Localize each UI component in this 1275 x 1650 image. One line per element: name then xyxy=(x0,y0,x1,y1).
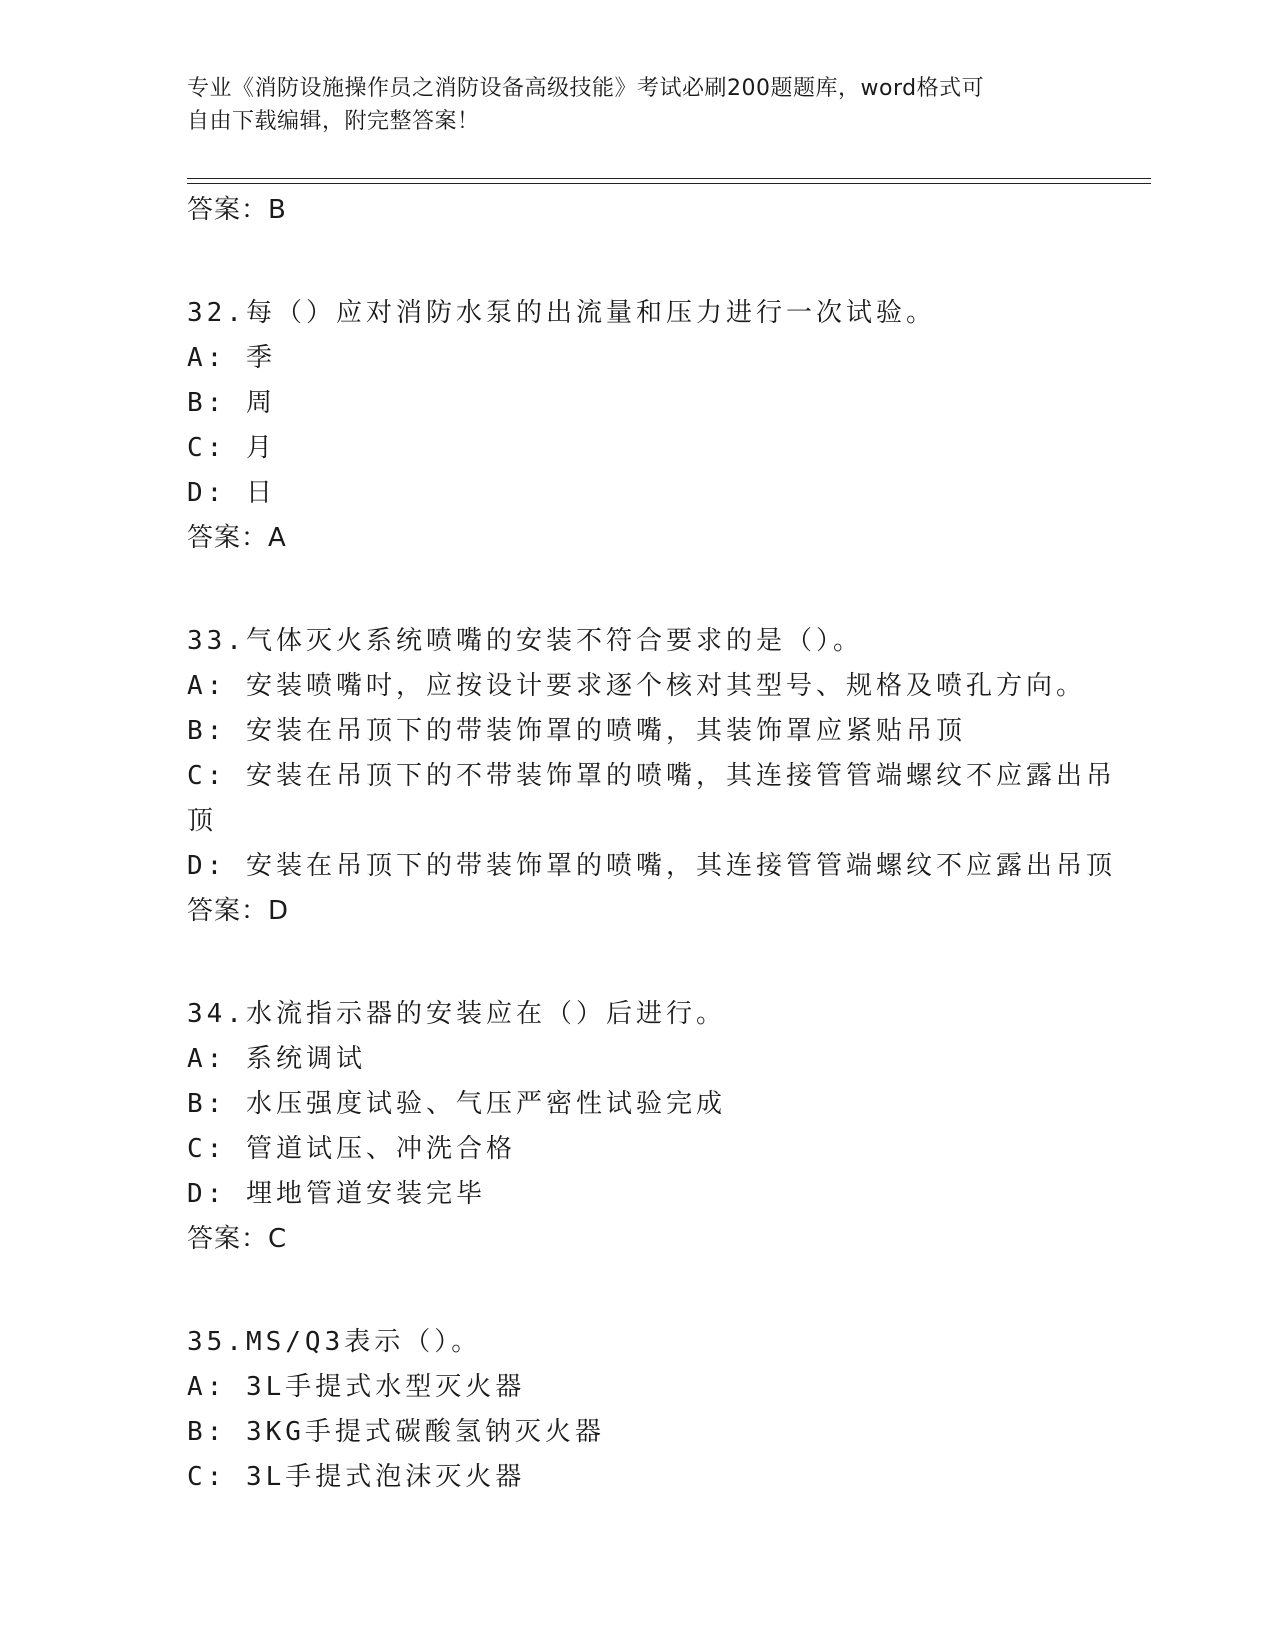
option-line xyxy=(187,381,1087,426)
answer-line xyxy=(187,1217,1087,1262)
header-line-1: 专业《消防设施操作员之消防设备高级技能》考试必刷200题题库，word格式可 xyxy=(187,76,985,101)
option-line xyxy=(187,426,1087,471)
option-letter: D: xyxy=(187,851,227,881)
option-letter: B: xyxy=(187,1417,227,1447)
answer-value: C xyxy=(268,1224,287,1254)
option-text: 安装在吊顶下的不带装饰罩的喷嘴，其连接管管端螺纹不应露出吊 xyxy=(245,761,1116,791)
document-header xyxy=(187,72,1067,138)
question-block xyxy=(187,291,1087,561)
question-number: 34. xyxy=(187,999,246,1029)
option-text: 管道试压、冲洗合格 xyxy=(245,1134,516,1164)
header-divider-bottom xyxy=(187,183,1151,184)
option-text: 埋地管道安装完毕 xyxy=(245,1179,486,1209)
option-text: 安装在吊顶下的带装饰罩的喷嘴，其连接管管端螺纹不应露出吊顶 xyxy=(245,851,1116,881)
answer-label: 答案： xyxy=(187,523,269,553)
option-letter: B: xyxy=(187,388,227,418)
option-line xyxy=(187,754,1116,799)
question-block xyxy=(187,619,1116,934)
questions-container xyxy=(187,291,1116,1500)
option-text: 季 xyxy=(245,343,276,373)
option-letter: A: xyxy=(187,1044,227,1074)
option-text: 安装在吊顶下的带装饰罩的喷嘴，其装饰罩应紧贴吊顶 xyxy=(245,716,966,746)
answer-value: D xyxy=(268,896,289,926)
question-number: 33. xyxy=(187,626,246,656)
option-text: 水压强度试验、气压严密性试验完成 xyxy=(245,1089,726,1119)
option-text: 系统调试 xyxy=(245,1044,366,1074)
answer-line xyxy=(187,889,1087,934)
option-line xyxy=(187,1455,1087,1500)
question-number: 32. xyxy=(187,298,246,328)
option-line xyxy=(187,336,1087,381)
question-text: 气体灭火系统喷嘴的安装不符合要求的是（）。 xyxy=(245,626,863,656)
question-stem xyxy=(187,1320,1087,1365)
option-text: 3KG手提式碳酸氢钠灭火器 xyxy=(245,1417,605,1447)
option-line xyxy=(187,1410,1087,1455)
answer-value: A xyxy=(268,523,286,553)
option-text: 3L手提式泡沫灭火器 xyxy=(245,1462,526,1492)
answer-label: 答案： xyxy=(187,1224,269,1254)
option-line xyxy=(187,1127,1087,1172)
option-line xyxy=(187,1365,1087,1410)
option-letter: A: xyxy=(187,671,227,701)
option-line xyxy=(187,1082,1087,1127)
option-line xyxy=(187,1172,1087,1217)
option-text: 月 xyxy=(245,433,276,463)
question-stem xyxy=(187,992,1087,1037)
option-letter: C: xyxy=(187,1134,227,1164)
option-letter: C: xyxy=(187,761,227,791)
option-letter: A: xyxy=(187,1372,227,1402)
option-letter: A: xyxy=(187,343,227,373)
question-number: 35. xyxy=(187,1327,246,1357)
option-line xyxy=(187,664,1087,709)
answer-label: 答案： xyxy=(187,896,269,926)
option-text: 日 xyxy=(245,478,276,508)
question-block xyxy=(187,992,1087,1262)
question-stem xyxy=(187,619,1087,664)
option-text: 安装喷嘴吋，应按设计要求逐个核对其型号、规格及喷孔方向。 xyxy=(245,671,1086,701)
option-line xyxy=(187,709,1087,754)
option-letter: B: xyxy=(187,716,227,746)
header-line-2: 自由下载编辑，附完整答案！ xyxy=(187,109,480,134)
option-letter: B: xyxy=(187,1089,227,1119)
question-stem xyxy=(187,291,1087,336)
question-text: 每（）应对消防水泵的出流量和压力进行一次试验。 xyxy=(245,298,936,328)
question-text: 水流指示器的安装应在（）后进行。 xyxy=(245,999,726,1029)
question-text: MS/Q3表示（）。 xyxy=(245,1327,482,1357)
option-text: 3L手提式水型灭火器 xyxy=(245,1372,526,1402)
question-block xyxy=(187,1320,1087,1500)
answer-line xyxy=(187,188,1087,233)
option-letter: D: xyxy=(187,1179,227,1209)
option-line xyxy=(187,844,1116,889)
option-text: 周 xyxy=(245,388,276,418)
option-line xyxy=(187,1037,1087,1082)
option-letter: C: xyxy=(187,433,227,463)
option-letter: D: xyxy=(187,478,227,508)
answer-line xyxy=(187,516,1087,561)
header-divider-top xyxy=(187,178,1151,179)
answer-label: 答案： xyxy=(187,195,269,225)
question-list xyxy=(187,188,1116,1500)
option-letter: C: xyxy=(187,1462,227,1492)
option-continuation: 顶 xyxy=(187,806,218,836)
option-line xyxy=(187,471,1087,516)
answer-value: B xyxy=(268,195,286,225)
